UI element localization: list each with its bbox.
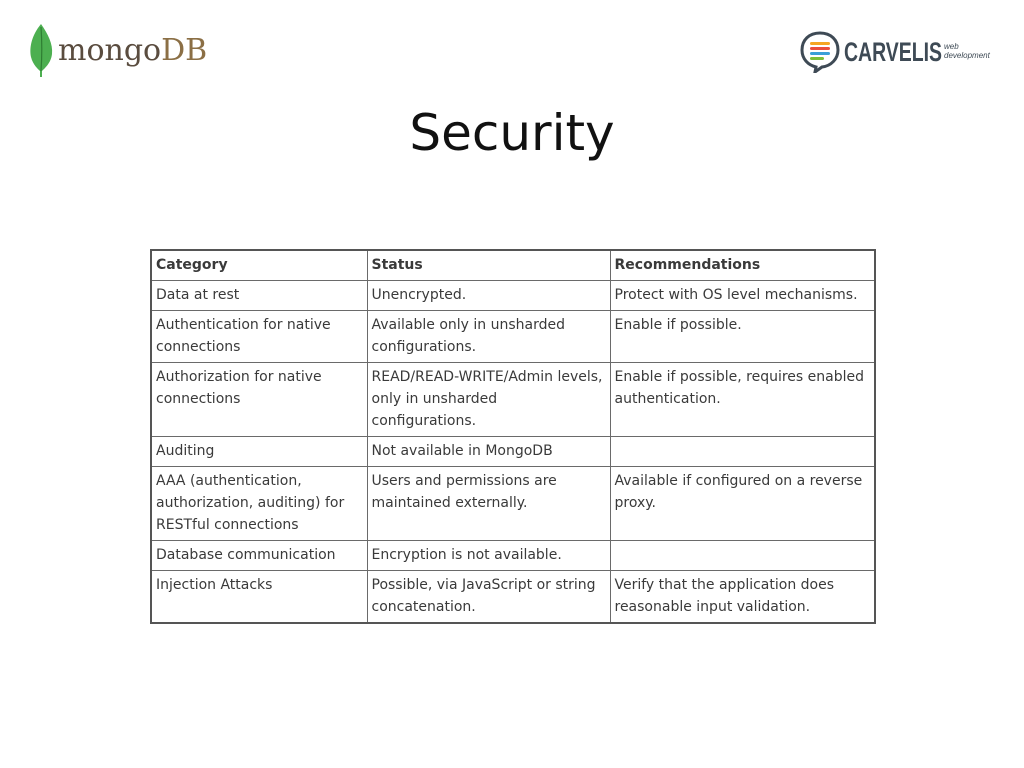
header-category: Category (151, 250, 367, 281)
cell-recommendation: Enable if possible, requires enabled authentication. (610, 363, 875, 437)
mongodb-wordmark-db: DB (161, 33, 208, 68)
cell-recommendation: Available if configured on a reverse proxy. (610, 467, 875, 541)
cell-category: AAA (authentication, authorization, auditing) for RESTful connections (151, 467, 367, 541)
carvelis-tagline-line2: development (944, 51, 990, 60)
table-row (151, 311, 875, 363)
table-row (151, 437, 875, 467)
mongodb-wordmark-main: mongo (58, 33, 162, 68)
slide-title: Security (409, 104, 615, 162)
cell-category: Authorization for native connections (151, 363, 367, 437)
cell-category: Database communication (151, 541, 367, 571)
mongodb-logo (28, 22, 207, 78)
carvelis-tagline-line1: web (944, 42, 959, 51)
cell-recommendation: Verify that the application does reasonable input validation. (610, 571, 875, 624)
cell-recommendation (610, 541, 875, 571)
cell-status: Not available in MongoDB (367, 437, 610, 467)
cell-status: Unencrypted. (367, 281, 610, 311)
table-row (151, 541, 875, 571)
cell-category: Authentication for native connections (151, 311, 367, 363)
mongodb-wordmark (58, 33, 208, 68)
mongodb-leaf-icon (28, 23, 54, 77)
cell-recommendation (610, 437, 875, 467)
carvelis-speech-bubble-icon (800, 31, 840, 73)
table-row (151, 467, 875, 541)
carvelis-logo (800, 30, 990, 74)
cell-status: Possible, via JavaScript or string concatenation. (367, 571, 610, 624)
table-row (151, 571, 875, 624)
cell-status: Users and permissions are maintained externally. (367, 467, 610, 541)
header-recommendations: Recommendations (610, 250, 875, 281)
security-table-container (150, 249, 874, 624)
carvelis-wordmark: CARVELIS (844, 36, 942, 67)
carvelis-tagline (944, 42, 990, 60)
cell-status: READ/READ-WRITE/Admin levels, only in unsharded configurations. (367, 363, 610, 437)
cell-category: Auditing (151, 437, 367, 467)
table-row (151, 281, 875, 311)
table-header-row (151, 250, 875, 281)
cell-category: Injection Attacks (151, 571, 367, 624)
cell-recommendation: Enable if possible. (610, 311, 875, 363)
cell-category: Data at rest (151, 281, 367, 311)
security-table (150, 249, 876, 624)
header-status: Status (367, 250, 610, 281)
cell-recommendation: Protect with OS level mechanisms. (610, 281, 875, 311)
cell-status: Available only in unsharded configurations. (367, 311, 610, 363)
table-row (151, 363, 875, 437)
cell-status: Encryption is not available. (367, 541, 610, 571)
